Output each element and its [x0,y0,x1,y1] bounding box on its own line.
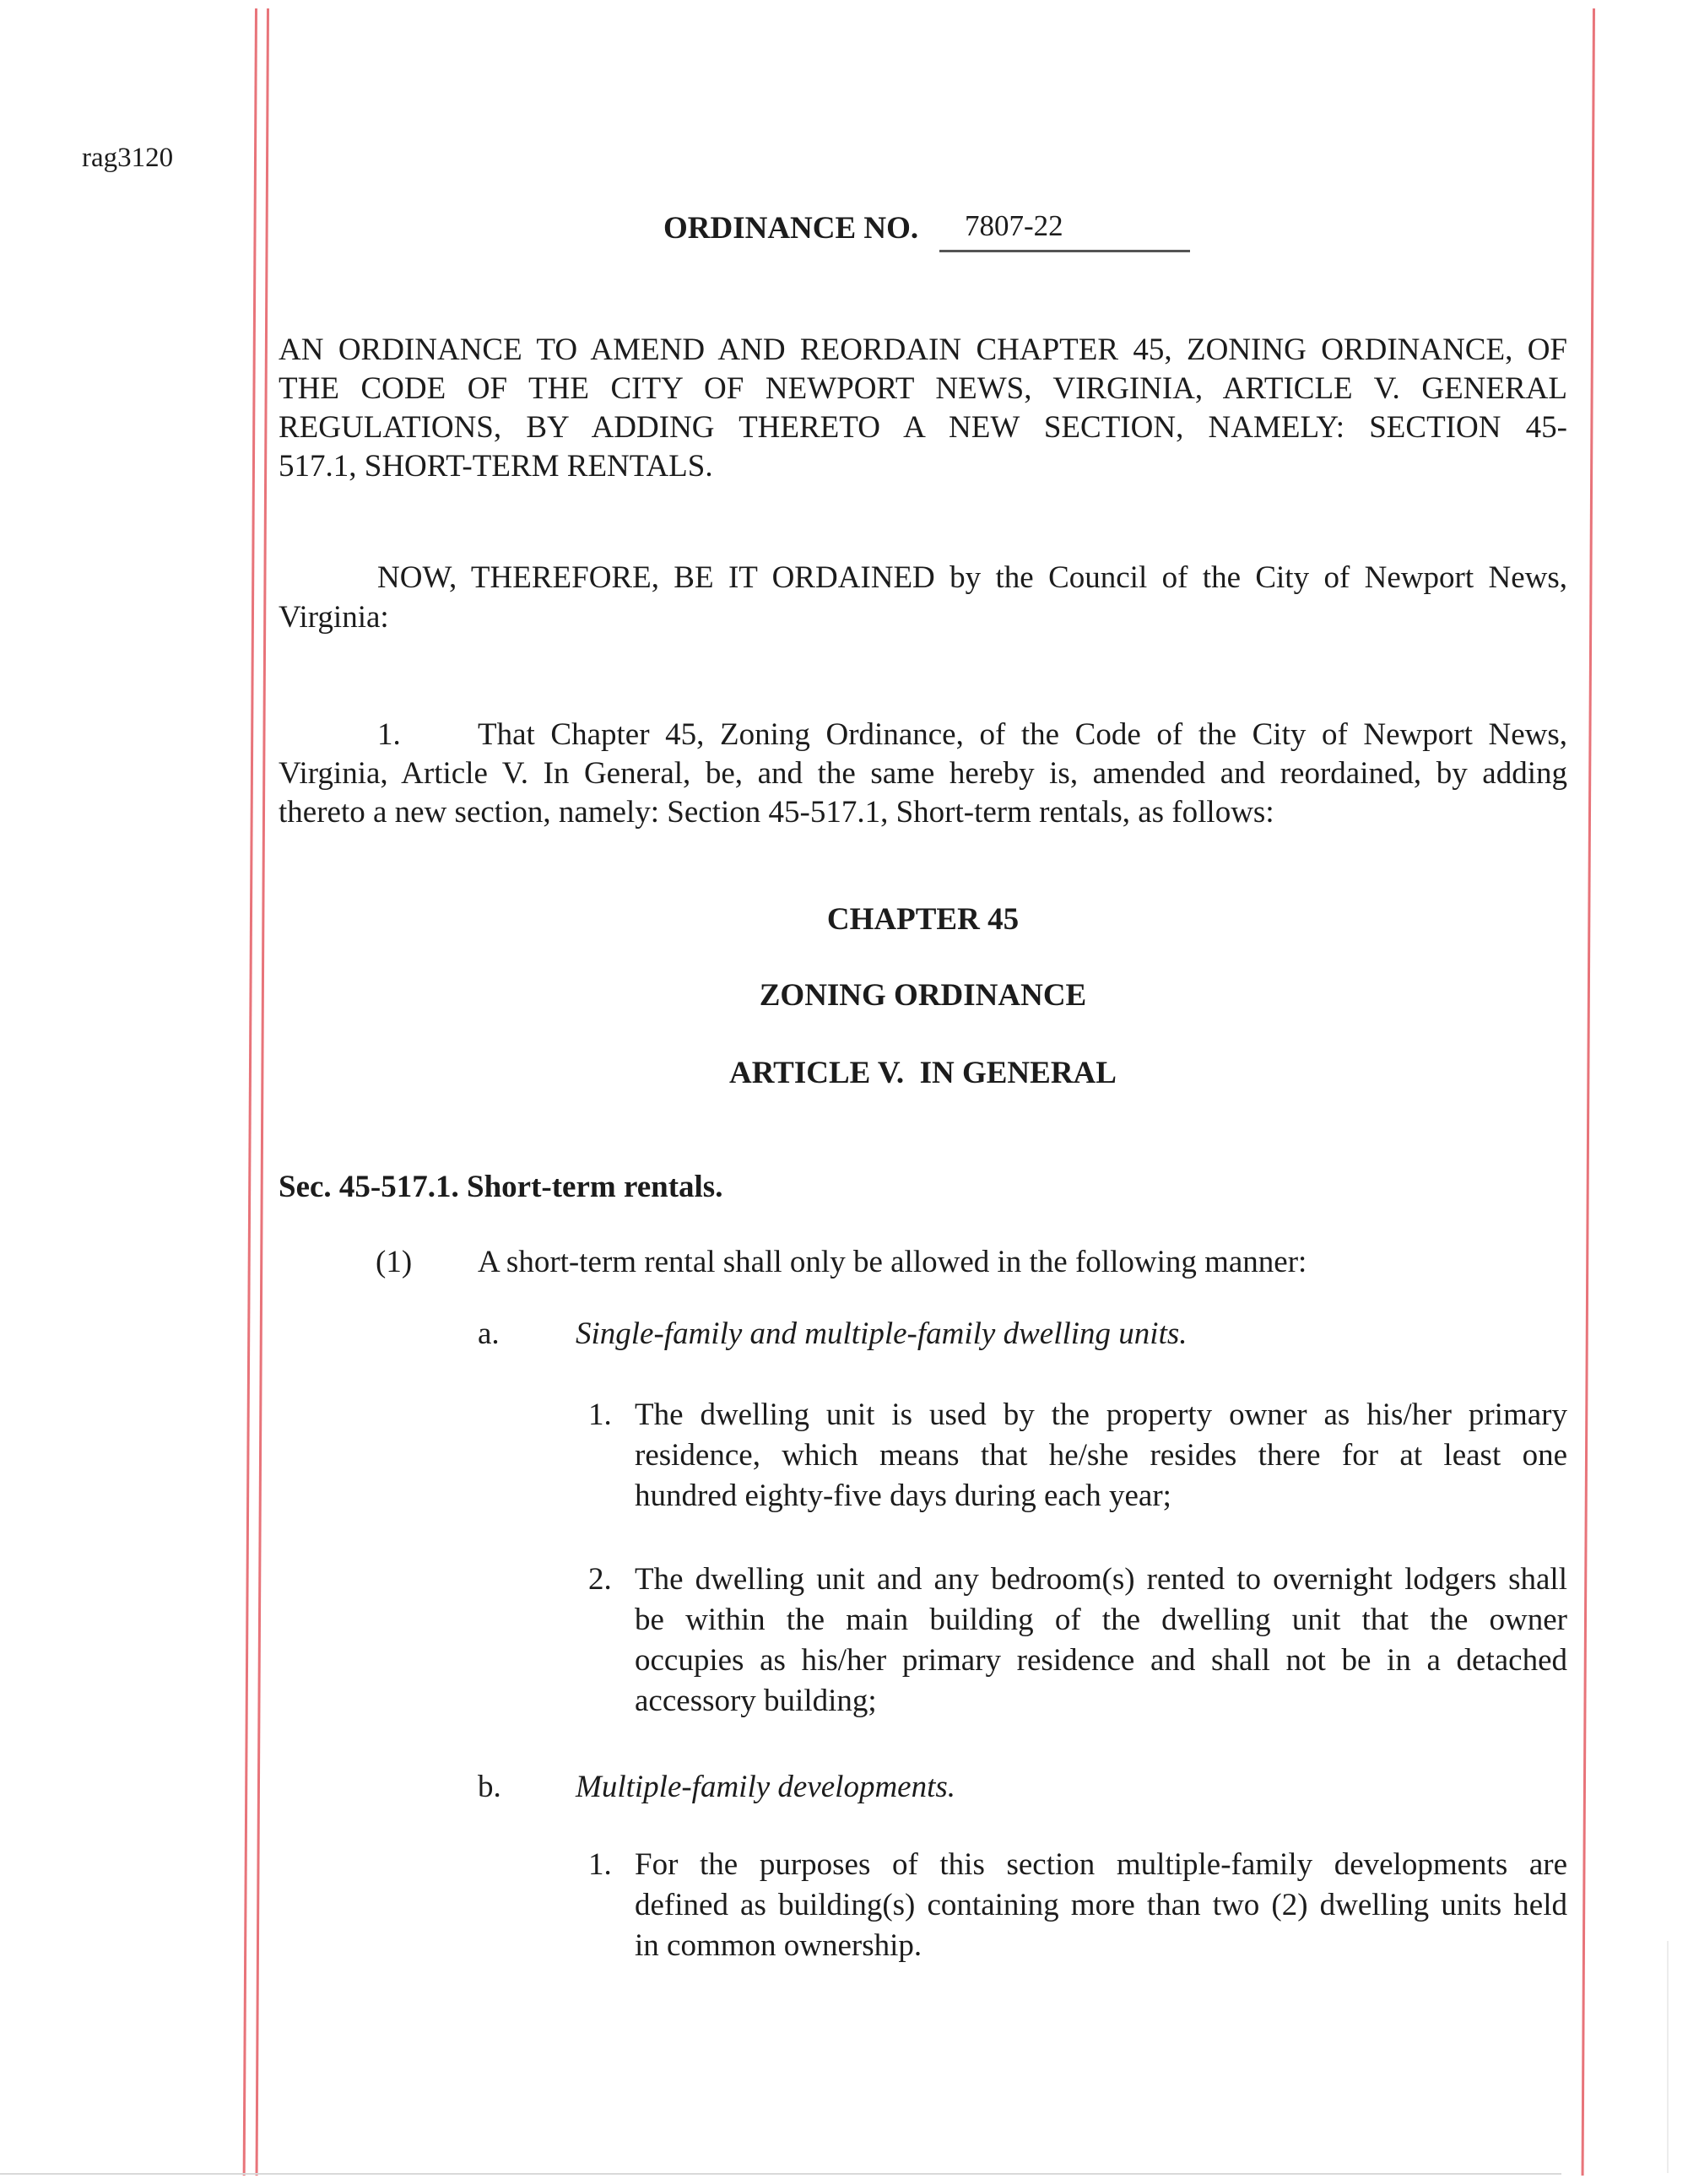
item-letter: a. [478,1316,500,1351]
document-id: rag3120 [82,143,174,173]
enacting-clause-line: NOW, THEREFORE, BE IT ORDAINED by the Council of the City of Newport News, [377,560,1567,595]
subsection-text: A short-term rental shall only be allowed in the following manner: [478,1245,1307,1279]
section-one-number: 1. [377,717,401,752]
clause-line: The dwelling unit and any bedroom(s) rented to overnight lodgers shall [635,1562,1567,1597]
clause-line: occupies as his/her primary residence and shall not be in a detached [635,1643,1567,1678]
title-line: THE CODE OF THE CITY OF NEWPORT NEWS, VIRGINIA, ARTICLE V. GENERAL [279,371,1567,406]
right-edge-line [1667,1941,1669,2173]
clause-line: The dwelling unit is used by the property owner as his/her primary [635,1397,1567,1432]
left-margin-rule-outer [243,8,257,2176]
chapter-heading: CHAPTER 45 [826,902,1020,937]
right-margin-rule [1582,8,1595,2176]
ordinance-number-underline [939,250,1190,252]
left-margin-rule-inner [256,8,269,2176]
ordinance-label: ORDINANCE NO. [663,211,919,246]
section-heading: Sec. 45-517.1. Short-term rentals. [279,1170,723,1204]
bottom-edge-line [0,2173,1561,2175]
title-line: REGULATIONS, BY ADDING THERETO A NEW SECTION, NAMELY: SECTION 45- [279,410,1567,445]
enacting-clause-line: Virginia: [279,600,389,635]
subsection-number: (1) [376,1245,413,1279]
clause-line: For the purposes of this section multiple-family developments are [635,1847,1567,1882]
article-heading: ARTICLE V. IN GENERAL [729,1056,1117,1090]
item-letter: b. [478,1770,501,1804]
clause-number: 2. [588,1562,612,1597]
clause-number: 1. [588,1397,612,1432]
title-line: AN ORDINANCE TO AMEND AND REORDAIN CHAPTER 45, ZONING ORDINANCE, OF [279,332,1567,367]
clause-line: defined as building(s) containing more than two (2) dwelling units held [635,1888,1567,1922]
section-one-line: That Chapter 45, Zoning Ordinance, of the Code of the City of Newport News, [478,717,1567,752]
clause-line: hundred eighty-five days during each year; [635,1479,1171,1513]
chapter-title-heading: ZONING ORDINANCE [759,978,1087,1013]
ordinance-number: 7807-22 [965,209,1063,242]
item-title: Multiple-family developments. [576,1770,956,1804]
clause-line: be within the main building of the dwelling unit that the owner [635,1603,1567,1637]
title-line: 517.1, SHORT-TERM RENTALS. [279,449,713,484]
section-one-line: thereto a new section, namely: Section 45-517.1, Short-term rentals, as follows: [279,795,1274,830]
clause-line: in common ownership. [635,1928,922,1963]
clause-line: accessory building; [635,1684,877,1718]
item-title: Single-family and multiple-family dwelling units. [576,1316,1188,1351]
clause-line: residence, which means that he/she resides there for at least one [635,1438,1567,1473]
clause-number: 1. [588,1847,612,1882]
section-one-line: Virginia, Article V. In General, be, and the same hereby is, amended and reordained, by adding [279,756,1567,791]
